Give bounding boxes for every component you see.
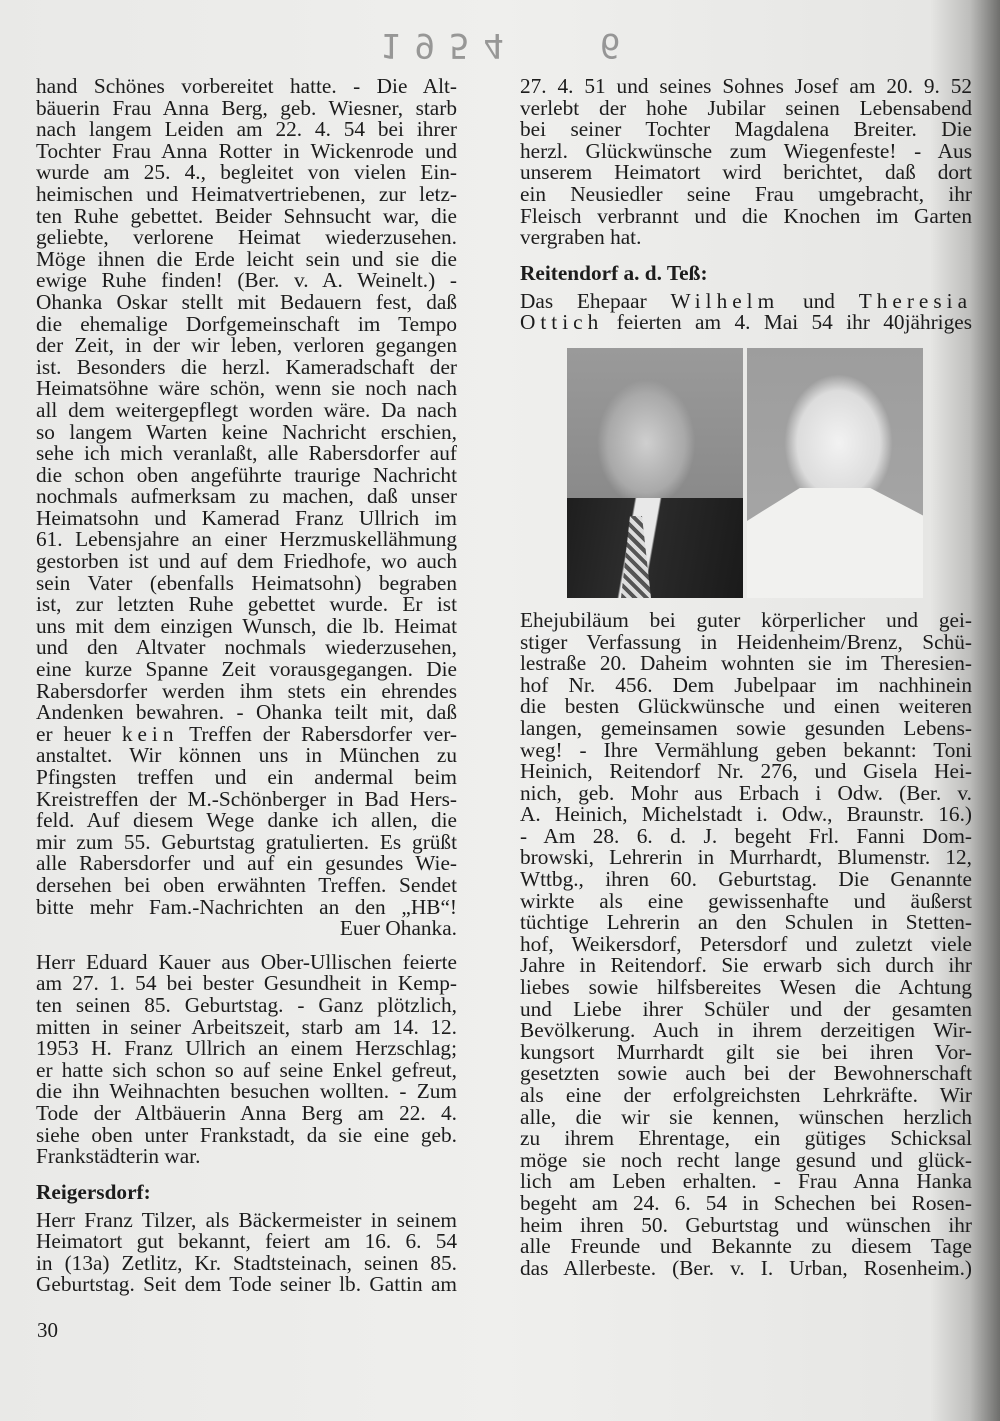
text-line: 61. Lebensjahre an einer Herzmuskellähmung (36, 527, 457, 552)
stamp-prefix: 6 (600, 25, 621, 65)
text-line-couple-1: Das Ehepaar Wilhelm und Theresia (520, 288, 973, 313)
text-line: heim ihren 50. Geburtstag und wünschen ihr (520, 1212, 972, 1237)
text-line: wirkte als eine gewissenhafte und äußerst (520, 888, 972, 913)
text-line: die schon oben angeführte traurige Nachricht (36, 462, 457, 487)
paragraph-ehejubilaeum (520, 607, 972, 1280)
text-line: ein Neusiedler seine Frau umgebracht, ihr (520, 181, 972, 206)
text-line: Tochter Frau Anna Rotter in Wickenrode und (36, 138, 457, 163)
text-line: ist, zur letzten Ruhe gebettet wurde. Er ist (36, 592, 457, 617)
text-line: möge sie noch recht lange gesund und glück- (520, 1147, 972, 1172)
text-line: herzl. Glückwünsche zum Wiegenfeste! - Aus (520, 138, 972, 163)
text-line: Herr Eduard Kauer aus Ober-Ullischen feierte (36, 949, 457, 974)
section-heading-reigersdorf: Reigersdorf: (36, 1179, 151, 1204)
text-line: Kreistreffen der M.-Schönberger in Bad Hers- (36, 786, 457, 811)
text-line: lestraße 20. Daheim wohnten sie im Theresien- (520, 651, 972, 676)
text-line: browski, Lehrerin in Murrhardt, Blumenstr. 12, (520, 845, 972, 870)
text-line: am 27. 1. 54 bei bester Gesundheit in Kemp- (36, 971, 457, 996)
text-line: und den Altvater nochmals wiederzusehen, (36, 635, 457, 660)
text-line: 1953 H. Franz Ullrich an einem Herzschlag; (36, 1036, 457, 1061)
text-line: gesetzten sowie auch bei der Bewohnerschaft (520, 1061, 972, 1086)
section-heading-reitendorf: Reitendorf a. d. Teß: (520, 260, 708, 285)
text-line: verlebt der hohe Jubilar seinen Lebensabend (520, 95, 972, 120)
text-line: tüchtige Lehrerin an den Schulen in Stetten- (520, 910, 972, 935)
text-line: unserem Heimatort wird berichtet, daß dort (520, 160, 972, 185)
right-column (520, 76, 972, 1279)
text-line: alle Freunde und Bekannte zu diesem Tage (520, 1234, 972, 1259)
text-line: hof, Weikersdorf, Petersdorf und zuletzt viele (520, 931, 972, 956)
left-column (36, 76, 457, 1296)
text-line: Herr Franz Tilzer, als Bäckermeister in seinem (36, 1207, 457, 1232)
text-line: Ehejubiläum bei guter körperlicher und gei- (520, 607, 972, 632)
text-line: ten seinen 85. Geburtstag. - Ganz plötzlich, (36, 992, 457, 1017)
emphasis-kein: kein (121, 721, 179, 746)
text-line: Geburtstag. Seit dem Tode seiner lb. Gattin am (36, 1272, 457, 1297)
text-line: mir zum 55. Geburtstag gratulierten. Es grüßt (36, 829, 457, 854)
text-line: Heinich, Reitendorf Nr. 276, und Gisela Hei- (520, 759, 972, 784)
text-line: er hatte sich schon so auf seine Enkel gefreut, (36, 1057, 457, 1082)
text-line: sehe ich mich veranlaßt, alle Rabersdorfer auf (36, 441, 457, 466)
text-line: Heimatort gut bekannt, feiert am 16. 6. 54 (36, 1229, 457, 1254)
text-line: bäuerin Frau Anna Berg, geb. Wiesner, starb (36, 95, 457, 120)
paragraph-rabersdorf-cont (36, 745, 457, 918)
paragraph-jubilar (520, 76, 972, 249)
text-line: feld. Auf diesem Wege danke ich allen, die (36, 808, 457, 833)
text-line: Tode der Altbäuerin Anna Berg am 22. 4. (36, 1100, 457, 1125)
text-line: hand Schönes vorbereitet hatte. - Die Alt- (36, 74, 457, 98)
text-line: mitten in seiner Arbeitszeit, starb am 14. 12. (36, 1014, 457, 1039)
text-line: langen, gemeinsamen sowie gesunden Lebens- (520, 715, 972, 740)
text-line: nich, geb. Mohr aus Erbach i Odw. (Ber. v. (520, 780, 972, 805)
text-line: Möge ihnen die Erde leicht sein und sie die (36, 246, 457, 271)
text-line: bitte mehr Fam.-Nachrichten an den „HB“! (36, 894, 457, 919)
text-line: alle Rabersdorfer und auf ein gesundes Wie- (36, 851, 457, 876)
stamp-year: 1954 (380, 25, 518, 65)
text-line: eine kurze Spanne Zeit vorausgegangen. Die (36, 657, 457, 682)
text-line: - Am 28. 6. d. J. begeht Frl. Fanni Dom- (520, 823, 972, 848)
text-line: uns mit dem einzigen Wunsch, die lb. Heimat (36, 613, 457, 638)
text-line: Heimatsöhne wäre schön, wenn sie noch nach (36, 376, 457, 401)
text-line: liebes sowie hilfsbereites Wesen die Achtung (520, 975, 972, 1000)
text-line: geliebte, verlorene Heimat wiederzusehen. (36, 225, 457, 250)
text-line: Andenken bewahren. - Ohanka teilt mit, daß (36, 700, 457, 725)
text-line: gestorben ist und auf dem Friedhofe, wo auch (36, 549, 457, 574)
text-line: Fleisch verbrannt und die Knochen im Garten (520, 203, 972, 228)
text-line: Ohanka Oskar stellt mit Bedauern fest, daß (36, 289, 457, 314)
text-line: all dem weitergepflegt worden wäre. Da nach (36, 397, 457, 422)
text-line-kein: er heuer kein Treffen der Rabersdorfer ver- (36, 721, 457, 746)
text-line: alle, die wir sie kennen, wünschen herzlich (520, 1104, 972, 1129)
text-line: nach langem Leiden am 22. 4. 54 bei ihrer (36, 117, 457, 142)
text-line: Frankstädterin war. (36, 1144, 201, 1169)
text-line: Heimatsohn und Kamerad Franz Ullrich im (36, 505, 457, 530)
text-line: der Zeit, in der wir leben, verloren gegangen (36, 333, 457, 358)
text-line: A. Heinich, Michelstadt i. Odw., Braunstr. 16.) (520, 802, 972, 827)
text-line: nochmals aufmerksam zu machen, daß unser (36, 484, 457, 509)
text-line: hof Nr. 456. Dem Jubelpaar im nachhinein (520, 672, 972, 697)
text-line: siehe oben unter Frankstadt, da sie eine geb. (36, 1122, 457, 1147)
page-number: 30 (37, 1318, 58, 1342)
text-line: lich am Leben erhalten. - Frau Anna Hanka (520, 1169, 972, 1194)
photo-theresia-ottich (747, 348, 923, 598)
signature: Euer Ohanka. (339, 916, 457, 941)
text-line: ewige Ruhe finden! (Ber. v. A. Weinelt.) - (36, 268, 457, 293)
text-line: anstaltet. Wir können uns in München zu (36, 743, 457, 768)
text-line: die ehemalige Dorfgemeinschaft im Tempo (36, 311, 457, 336)
text-line: so langem Warten keine Nachricht erschien, (36, 419, 457, 444)
couple-photos (567, 348, 923, 598)
text-line: sein Vater (ebenfalls Heimatsohn) begraben (36, 570, 457, 595)
text-line: weg! - Ihre Vermählung geben bekannt: Toni (520, 737, 972, 762)
text-line: 27. 4. 51 und seines Sohnes Josef am 20. 9. 52 (520, 74, 972, 98)
text-line: Bevölkerung. Auch in ihrem derzeitigen Wir- (520, 1018, 972, 1043)
text-line: dersehen bei oben erwähnten Treffen. Sendet (36, 872, 457, 897)
photo-wilhelm-ottich (567, 348, 743, 598)
text-line: kungsort Murrhardt gilt sie bei ihren Vor- (520, 1039, 972, 1064)
text-line: wurde am 25. 4., begleitet von vielen Ein- (36, 160, 457, 185)
text-line: Pfingsten treffen und ein andermal beim (36, 765, 457, 789)
text-line: und Liebe ihrer Schüler und der gesamten (520, 996, 972, 1021)
text-line: stiger Verfassung in Heidenheim/Brenz, Schü- (520, 629, 972, 654)
text-line: vergraben hat. (520, 225, 642, 250)
text-line: das Allerbeste. (Ber. v. I. Urban, Rosenheim.) (520, 1255, 972, 1280)
text-line: zu ihrem Ehrentage, ein gütiges Schicksal (520, 1126, 972, 1151)
text-line: als eine der erfolgreichsten Lehrkräfte. Wir (520, 1083, 972, 1107)
text-line: begeht am 24. 6. 54 in Schechen bei Rosen- (520, 1190, 972, 1215)
text-line: bei seiner Tochter Magdalena Breiter. Die (520, 117, 972, 142)
text-line: ist. Besonders die herzl. Kameradschaft der (36, 354, 457, 379)
text-line: heimischen und Heimatvertriebenen, zur letz- (36, 181, 457, 206)
text-line: Rabersdorfer werden ihm stets ein ehrendes (36, 678, 457, 703)
text-line: ten Ruhe gebettet. Beider Sehnsucht war, die (36, 203, 457, 228)
paragraph-rabersdorf (36, 76, 457, 724)
text-line: in (13a) Zetlitz, Kr. Stadtsteinach, seinen 85. (36, 1250, 457, 1275)
text-line: die besten Glückwünsche und einen weiteren (520, 694, 972, 719)
text-line: die ihn Weihnachten besuchen wollten. - Zum (36, 1079, 457, 1104)
text-line-couple-2: Ottich feierten am 4. Mai 54 ihr 40jähriges (520, 310, 972, 335)
text-line: Jahre in Reitendorf. Sie erwarb sich durch ihr (520, 953, 972, 978)
paragraph-tilzer (36, 1207, 457, 1297)
text-line: Wttbg., ihren 60. Geburtstag. Die Genannte (520, 867, 972, 892)
paragraph-kauer (36, 949, 457, 1169)
